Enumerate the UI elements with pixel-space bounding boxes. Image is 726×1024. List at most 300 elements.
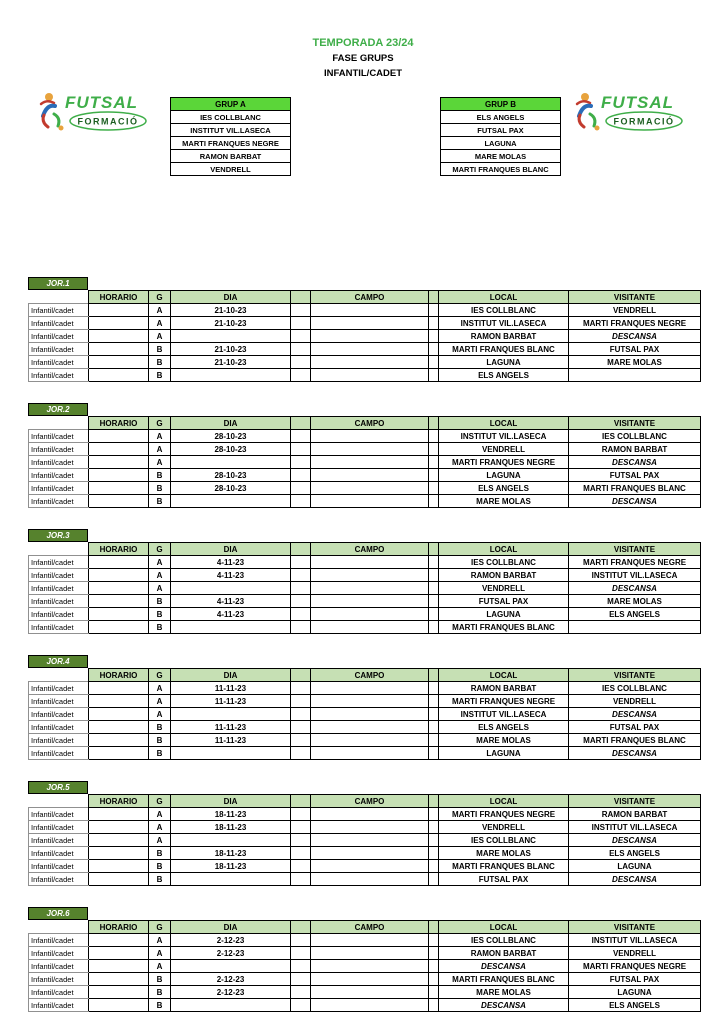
horario-cell xyxy=(89,808,149,821)
column-header-horario: HORARIO xyxy=(89,669,149,682)
visitante-cell: MARTI FRANQUES NEGRE xyxy=(569,960,701,973)
column-header-spacer xyxy=(429,795,439,808)
horario-cell xyxy=(89,682,149,695)
horario-cell xyxy=(89,747,149,760)
spacer-cell xyxy=(291,621,311,634)
spacer-cell xyxy=(291,721,311,734)
column-header-spacer xyxy=(429,921,439,934)
horario-cell xyxy=(89,973,149,986)
spacer-cell xyxy=(291,873,311,886)
header-spacer xyxy=(29,921,89,934)
futsal-logo-graphic xyxy=(34,88,156,134)
horario-cell xyxy=(89,430,149,443)
jornada-block xyxy=(28,277,704,382)
visitante-cell: DESCANSA xyxy=(569,330,701,343)
campo-cell xyxy=(311,356,429,369)
spacer-cell xyxy=(291,821,311,834)
horario-cell xyxy=(89,621,149,634)
spacer-cell xyxy=(291,304,311,317)
visitante-cell: FUTSAL PAX xyxy=(569,973,701,986)
spacer-cell xyxy=(429,317,439,330)
campo-cell xyxy=(311,608,429,621)
category-row-label: Infantil/cadet xyxy=(29,821,89,834)
horario-cell xyxy=(89,873,149,886)
spacer-cell xyxy=(291,747,311,760)
group-letter-cell: A xyxy=(149,682,171,695)
spacer-cell xyxy=(429,934,439,947)
local-cell: MARTI FRANQUES NEGRE xyxy=(439,456,569,469)
horario-cell xyxy=(89,999,149,1012)
spacer-cell xyxy=(291,608,311,621)
campo-cell xyxy=(311,682,429,695)
dia-cell: 2-12-23 xyxy=(171,973,291,986)
dia-cell xyxy=(171,369,291,382)
spacer-cell xyxy=(429,847,439,860)
spacer-cell xyxy=(291,595,311,608)
visitante-cell: LAGUNA xyxy=(569,986,701,999)
spacer-cell xyxy=(429,430,439,443)
local-cell: MARTI FRANQUES BLANC xyxy=(439,860,569,873)
horario-cell xyxy=(89,834,149,847)
jornada-table xyxy=(28,542,701,634)
column-header-visitante: VISITANTE xyxy=(569,795,701,808)
campo-cell xyxy=(311,708,429,721)
horario-cell xyxy=(89,482,149,495)
column-header-spacer xyxy=(429,417,439,430)
dia-cell: 2-12-23 xyxy=(171,934,291,947)
spacer-cell xyxy=(291,808,311,821)
visitante-cell: MARTI FRANQUES NEGRE xyxy=(569,556,701,569)
column-header-dia: DIA xyxy=(171,921,291,934)
spacer-cell xyxy=(291,430,311,443)
local-cell: MARTI FRANQUES BLANC xyxy=(439,973,569,986)
spacer-cell xyxy=(429,947,439,960)
campo-cell xyxy=(311,343,429,356)
spacer-cell xyxy=(429,482,439,495)
dia-cell: 2-12-23 xyxy=(171,986,291,999)
spacer-cell xyxy=(291,443,311,456)
local-cell: RAMON BARBAT xyxy=(439,682,569,695)
visitante-cell xyxy=(569,621,701,634)
horario-cell xyxy=(89,721,149,734)
logo-figure-icon xyxy=(577,93,600,131)
jornada-table xyxy=(28,794,701,886)
campo-cell xyxy=(311,621,429,634)
dia-cell xyxy=(171,834,291,847)
spacer-cell xyxy=(291,330,311,343)
horario-cell xyxy=(89,608,149,621)
horario-cell xyxy=(89,947,149,960)
team-name: VENDRELL xyxy=(171,163,291,176)
category-row-label: Infantil/cadet xyxy=(29,443,89,456)
visitante-cell: MARE MOLAS xyxy=(569,595,701,608)
spacer-cell xyxy=(429,747,439,760)
document-header xyxy=(0,37,726,83)
column-header-visitante: VISITANTE xyxy=(569,669,701,682)
group-letter-cell: A xyxy=(149,821,171,834)
logo-formacio: FORMACIÓ xyxy=(613,116,675,127)
column-header-visitante: VISITANTE xyxy=(569,417,701,430)
spacer-cell xyxy=(429,556,439,569)
visitante-cell: IES COLLBLANC xyxy=(569,430,701,443)
group-title: GRUP B xyxy=(441,98,561,111)
group-letter-cell: A xyxy=(149,582,171,595)
schedule-section xyxy=(28,277,704,1024)
column-header-campo: CAMPO xyxy=(311,543,429,556)
group-letter-cell: B xyxy=(149,621,171,634)
local-cell: VENDRELL xyxy=(439,821,569,834)
spacer-cell xyxy=(429,443,439,456)
logo-formacio: FORMACIÓ xyxy=(77,116,139,127)
group-letter-cell: A xyxy=(149,960,171,973)
horario-cell xyxy=(89,556,149,569)
group-letter-cell: A xyxy=(149,556,171,569)
dia-cell xyxy=(171,495,291,508)
group-letter-cell: B xyxy=(149,973,171,986)
jornada-label: JOR.5 xyxy=(28,781,88,794)
jornada-label: JOR.3 xyxy=(28,529,88,542)
horario-cell xyxy=(89,582,149,595)
horario-cell xyxy=(89,456,149,469)
group-letter-cell: A xyxy=(149,695,171,708)
category-row-label: Infantil/cadet xyxy=(29,847,89,860)
campo-cell xyxy=(311,808,429,821)
horario-cell xyxy=(89,343,149,356)
spacer-cell xyxy=(429,973,439,986)
category-row-label: Infantil/cadet xyxy=(29,934,89,947)
column-header-g: G xyxy=(149,543,171,556)
group-letter-cell: B xyxy=(149,747,171,760)
column-header-campo: CAMPO xyxy=(311,417,429,430)
spacer-cell xyxy=(291,369,311,382)
dia-cell: 18-11-23 xyxy=(171,847,291,860)
horario-cell xyxy=(89,317,149,330)
spacer-cell xyxy=(291,734,311,747)
category-row-label: Infantil/cadet xyxy=(29,317,89,330)
category-row-label: Infantil/cadet xyxy=(29,621,89,634)
group-letter-cell: B xyxy=(149,482,171,495)
category-row-label: Infantil/cadet xyxy=(29,608,89,621)
visitante-cell: LAGUNA xyxy=(569,860,701,873)
local-cell: MARE MOLAS xyxy=(439,847,569,860)
jornada-block xyxy=(28,907,704,1012)
category-row-label: Infantil/cadet xyxy=(29,682,89,695)
team-name: ELS ANGELS xyxy=(441,111,561,124)
dia-cell: 11-11-23 xyxy=(171,682,291,695)
campo-cell xyxy=(311,582,429,595)
column-header-dia: DIA xyxy=(171,669,291,682)
spacer-cell xyxy=(429,999,439,1012)
category-row-label: Infantil/cadet xyxy=(29,947,89,960)
spacer-cell xyxy=(429,721,439,734)
jornada-label: JOR.4 xyxy=(28,655,88,668)
visitante-cell: IES COLLBLANC xyxy=(569,682,701,695)
group-b-table xyxy=(440,97,561,176)
dia-cell: 28-10-23 xyxy=(171,482,291,495)
visitante-cell: RAMON BARBAT xyxy=(569,808,701,821)
horario-cell xyxy=(89,934,149,947)
group-letter-cell: B xyxy=(149,369,171,382)
spacer-cell xyxy=(429,304,439,317)
visitante-cell: DESCANSA xyxy=(569,747,701,760)
dia-cell: 4-11-23 xyxy=(171,569,291,582)
local-cell: IES COLLBLANC xyxy=(439,304,569,317)
jornada-label: JOR.2 xyxy=(28,403,88,416)
spacer-cell xyxy=(291,834,311,847)
visitante-cell: ELS ANGELS xyxy=(569,608,701,621)
category-row-label: Infantil/cadet xyxy=(29,495,89,508)
group-letter-cell: B xyxy=(149,469,171,482)
horario-cell xyxy=(89,569,149,582)
column-header-dia: DIA xyxy=(171,291,291,304)
jornada-table xyxy=(28,290,701,382)
dia-cell: 11-11-23 xyxy=(171,734,291,747)
visitante-cell: ELS ANGELS xyxy=(569,999,701,1012)
jornada-block xyxy=(28,403,704,508)
local-cell: INSTITUT VIL.LASECA xyxy=(439,708,569,721)
header-spacer xyxy=(29,417,89,430)
local-cell: LAGUNA xyxy=(439,747,569,760)
logo-wordmark: FUTSAL xyxy=(65,93,139,112)
horario-cell xyxy=(89,369,149,382)
group-letter-cell: B xyxy=(149,608,171,621)
jornada-table xyxy=(28,920,701,1012)
spacer-cell xyxy=(291,482,311,495)
local-cell: FUTSAL PAX xyxy=(439,873,569,886)
horario-cell xyxy=(89,469,149,482)
campo-cell xyxy=(311,821,429,834)
category-row-label: Infantil/cadet xyxy=(29,834,89,847)
spacer-cell xyxy=(429,456,439,469)
dia-cell: 4-11-23 xyxy=(171,556,291,569)
group-letter-cell: A xyxy=(149,317,171,330)
group-letter-cell: A xyxy=(149,808,171,821)
dia-cell xyxy=(171,708,291,721)
local-cell: MARE MOLAS xyxy=(439,495,569,508)
local-cell: MARTI FRANQUES NEGRE xyxy=(439,808,569,821)
column-header-g: G xyxy=(149,795,171,808)
horario-cell xyxy=(89,986,149,999)
category-row-label: Infantil/cadet xyxy=(29,595,89,608)
spacer-cell xyxy=(291,860,311,873)
spacer-cell xyxy=(429,621,439,634)
group-letter-cell: B xyxy=(149,734,171,747)
group-standings-table xyxy=(440,97,561,176)
team-name: FUTSAL PAX xyxy=(441,124,561,137)
category-row-label: Infantil/cadet xyxy=(29,456,89,469)
dia-cell xyxy=(171,960,291,973)
jornada-label: JOR.1 xyxy=(28,277,88,290)
column-header-local: LOCAL xyxy=(439,669,569,682)
column-header-campo: CAMPO xyxy=(311,669,429,682)
category-row-label: Infantil/cadet xyxy=(29,343,89,356)
category-row-label: Infantil/cadet xyxy=(29,569,89,582)
dia-cell: 28-10-23 xyxy=(171,469,291,482)
dia-cell xyxy=(171,747,291,760)
jornada-block xyxy=(28,529,704,634)
group-letter-cell: A xyxy=(149,330,171,343)
visitante-cell: INSTITUT VIL.LASECA xyxy=(569,821,701,834)
local-cell: ELS ANGELS xyxy=(439,482,569,495)
campo-cell xyxy=(311,947,429,960)
campo-cell xyxy=(311,482,429,495)
local-cell: LAGUNA xyxy=(439,356,569,369)
local-cell: DESCANSA xyxy=(439,960,569,973)
header-spacer xyxy=(29,543,89,556)
spacer-cell xyxy=(291,556,311,569)
spacer-cell xyxy=(291,847,311,860)
visitante-cell: VENDRELL xyxy=(569,304,701,317)
jornada-block xyxy=(28,781,704,886)
dia-cell xyxy=(171,873,291,886)
campo-cell xyxy=(311,495,429,508)
column-header-horario: HORARIO xyxy=(89,417,149,430)
group-letter-cell: A xyxy=(149,708,171,721)
local-cell: MARTI FRANQUES BLANC xyxy=(439,621,569,634)
horario-cell xyxy=(89,695,149,708)
horario-cell xyxy=(89,734,149,747)
column-header-local: LOCAL xyxy=(439,543,569,556)
dia-cell: 28-10-23 xyxy=(171,430,291,443)
visitante-cell: FUTSAL PAX xyxy=(569,469,701,482)
column-header-local: LOCAL xyxy=(439,417,569,430)
group-letter-cell: B xyxy=(149,847,171,860)
spacer-cell xyxy=(291,947,311,960)
campo-cell xyxy=(311,873,429,886)
group-letter-cell: B xyxy=(149,999,171,1012)
group-letter-cell: A xyxy=(149,569,171,582)
column-header-local: LOCAL xyxy=(439,921,569,934)
column-header-spacer xyxy=(429,543,439,556)
local-cell: DESCANSA xyxy=(439,999,569,1012)
campo-cell xyxy=(311,721,429,734)
horario-cell xyxy=(89,960,149,973)
futsal-logo-graphic xyxy=(570,88,692,134)
local-cell: ELS ANGELS xyxy=(439,721,569,734)
column-header-horario: HORARIO xyxy=(89,291,149,304)
local-cell: INSTITUT VIL.LASECA xyxy=(439,317,569,330)
spacer-cell xyxy=(291,356,311,369)
local-cell: FUTSAL PAX xyxy=(439,595,569,608)
visitante-cell: DESCANSA xyxy=(569,708,701,721)
visitante-cell: VENDRELL xyxy=(569,695,701,708)
column-header-local: LOCAL xyxy=(439,291,569,304)
dia-cell: 4-11-23 xyxy=(171,595,291,608)
category-row-label: Infantil/cadet xyxy=(29,482,89,495)
dia-cell xyxy=(171,456,291,469)
spacer-cell xyxy=(291,695,311,708)
group-letter-cell: B xyxy=(149,343,171,356)
spacer-cell xyxy=(429,986,439,999)
category-row-label: Infantil/cadet xyxy=(29,721,89,734)
jornada-table xyxy=(28,668,701,760)
column-header-campo: CAMPO xyxy=(311,291,429,304)
local-cell: VENDRELL xyxy=(439,582,569,595)
visitante-cell: DESCANSA xyxy=(569,456,701,469)
campo-cell xyxy=(311,430,429,443)
group-letter-cell: A xyxy=(149,443,171,456)
group-standings-table xyxy=(170,97,291,176)
group-letter-cell: A xyxy=(149,430,171,443)
spacer-cell xyxy=(291,973,311,986)
column-header-dia: DIA xyxy=(171,795,291,808)
spacer-cell xyxy=(429,695,439,708)
group-a-table xyxy=(170,97,291,176)
category-row-label: Infantil/cadet xyxy=(29,873,89,886)
season-title: TEMPORADA 23/24 xyxy=(312,37,414,49)
dia-cell: 21-10-23 xyxy=(171,317,291,330)
campo-cell xyxy=(311,986,429,999)
futsal-logo-right xyxy=(570,88,692,134)
team-name: IES COLLBLANC xyxy=(171,111,291,124)
horario-cell xyxy=(89,356,149,369)
campo-cell xyxy=(311,847,429,860)
column-header-visitante: VISITANTE xyxy=(569,921,701,934)
category-title: INFANTIL/CADET xyxy=(323,68,403,79)
local-cell: IES COLLBLANC xyxy=(439,834,569,847)
spacer-cell xyxy=(429,369,439,382)
column-header-local: LOCAL xyxy=(439,795,569,808)
category-row-label: Infantil/cadet xyxy=(29,369,89,382)
campo-cell xyxy=(311,330,429,343)
spacer-cell xyxy=(291,495,311,508)
spacer-cell xyxy=(429,834,439,847)
spacer-cell xyxy=(429,873,439,886)
visitante-cell: MARE MOLAS xyxy=(569,356,701,369)
spacer-cell xyxy=(291,934,311,947)
local-cell: MARE MOLAS xyxy=(439,986,569,999)
logo-figure-icon xyxy=(41,93,64,131)
campo-cell xyxy=(311,569,429,582)
column-header-g: G xyxy=(149,921,171,934)
column-header-spacer xyxy=(429,669,439,682)
campo-cell xyxy=(311,860,429,873)
visitante-cell xyxy=(569,369,701,382)
column-header-horario: HORARIO xyxy=(89,921,149,934)
dia-cell xyxy=(171,582,291,595)
category-row-label: Infantil/cadet xyxy=(29,973,89,986)
local-cell: RAMON BARBAT xyxy=(439,569,569,582)
dia-cell: 21-10-23 xyxy=(171,304,291,317)
horario-cell xyxy=(89,495,149,508)
category-row-label: Infantil/cadet xyxy=(29,356,89,369)
column-header-spacer xyxy=(291,543,311,556)
team-name: MARTI FRANQUES BLANC xyxy=(441,163,561,176)
campo-cell xyxy=(311,834,429,847)
spacer-cell xyxy=(291,317,311,330)
column-header-horario: HORARIO xyxy=(89,795,149,808)
local-cell: RAMON BARBAT xyxy=(439,947,569,960)
category-row-label: Infantil/cadet xyxy=(29,582,89,595)
visitante-cell: DESCANSA xyxy=(569,582,701,595)
jornada-label: JOR.6 xyxy=(28,907,88,920)
category-row-label: Infantil/cadet xyxy=(29,708,89,721)
category-row-label: Infantil/cadet xyxy=(29,430,89,443)
dia-cell: 11-11-23 xyxy=(171,695,291,708)
group-letter-cell: A xyxy=(149,947,171,960)
campo-cell xyxy=(311,304,429,317)
dia-cell: 11-11-23 xyxy=(171,721,291,734)
group-letter-cell: A xyxy=(149,934,171,947)
category-row-label: Infantil/cadet xyxy=(29,999,89,1012)
campo-cell xyxy=(311,443,429,456)
category-row-label: Infantil/cadet xyxy=(29,304,89,317)
campo-cell xyxy=(311,999,429,1012)
visitante-cell: MARTI FRANQUES BLANC xyxy=(569,734,701,747)
local-cell: INSTITUT VIL.LASECA xyxy=(439,430,569,443)
group-letter-cell: A xyxy=(149,834,171,847)
dia-cell: 4-11-23 xyxy=(171,608,291,621)
